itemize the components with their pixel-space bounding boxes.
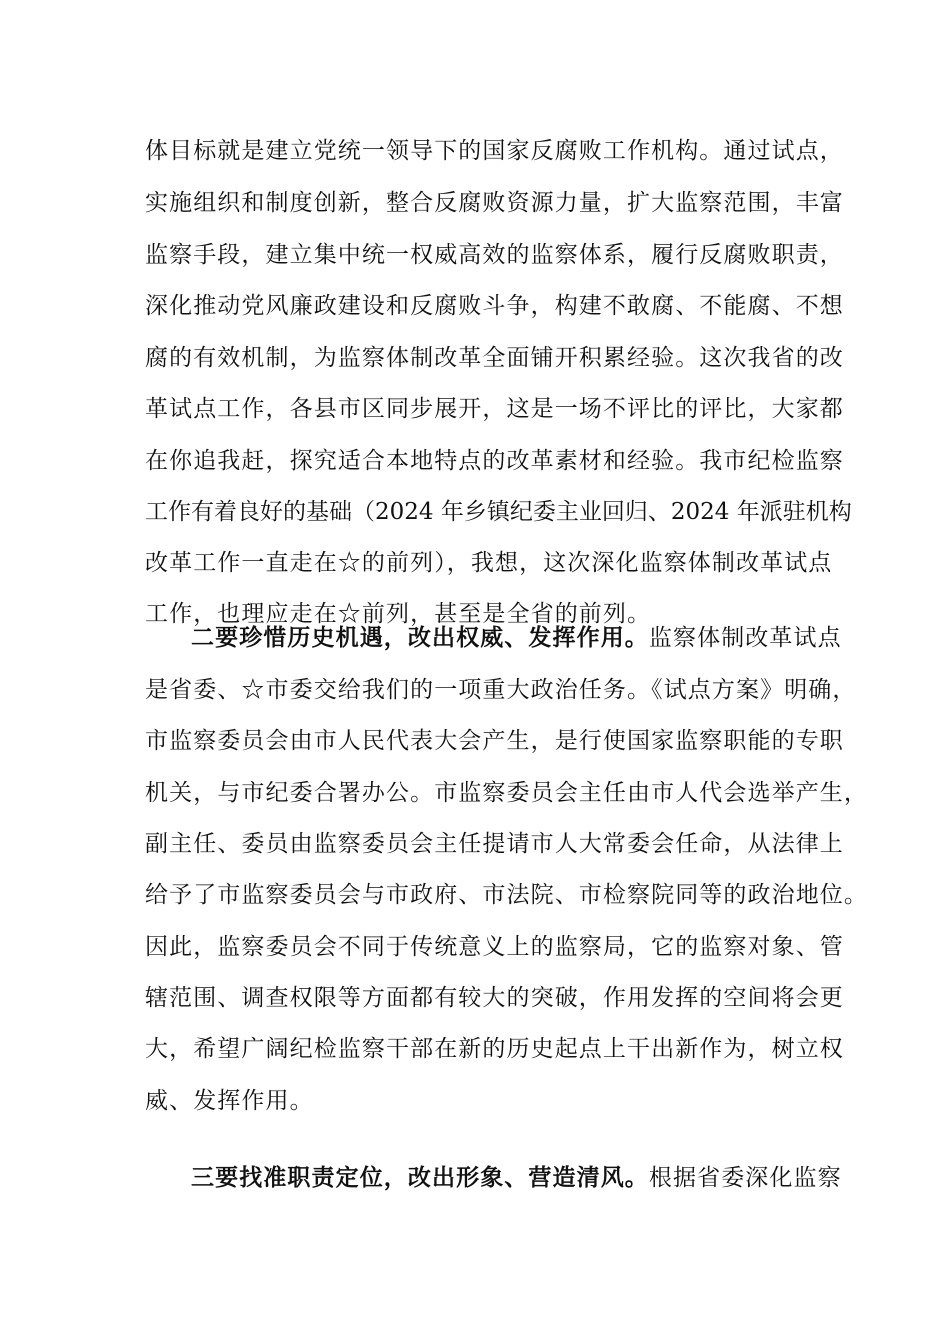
paragraph-2-line-9: 大，希望广阔纪检监察干部在新的历史起点上干出新作为，树立权 [145, 1036, 844, 1062]
paragraph-1-line-5: 腐的有效机制，为监察体制改革全面铺开积累经验。这次我省的改 [145, 345, 844, 371]
paragraph-1-line-10: 工作，也理应走在☆前列，甚至是全省的前列。 [145, 601, 652, 627]
paragraph-1-line-4: 深化推动党风廉政建设和反腐败斗争，构建不敢腐、不能腐、不想 [145, 293, 844, 319]
paragraph-1-line-3: 监察手段，建立集中统一权威高效的监察体系，履行反腐败职责， [145, 242, 844, 268]
paragraph-2-line-5: 副主任、委员由监察委员会主任提请市人大常委会任命，从法律上 [145, 831, 844, 857]
paragraph-1-line-1: 体目标就是建立党统一领导下的国家反腐败工作机构。通过试点， [145, 138, 844, 164]
paragraph-2-line-1 [145, 623, 842, 653]
paragraph-2-line-6: 给予了市监察委员会与市政府、市法院、市检察院同等的政治地位。 [145, 882, 868, 908]
paragraph-3-first-line-rest: 根据省委深化监察 [648, 1165, 842, 1191]
paragraph-2-line-8: 辖范围、调查权限等方面都有较大的突破，作用发挥的空间将会更 [145, 985, 844, 1011]
paragraph-1-line-2: 实施组织和制度创新，整合反腐败资源力量，扩大监察范围，丰富 [145, 190, 844, 216]
paragraph-2-line-10: 威、发挥作用。 [145, 1088, 314, 1114]
paragraph-2-line-7: 因此，监察委员会不同于传统意义上的监察局，它的监察对象、管 [145, 934, 844, 960]
paragraph-2-line-4: 机关，与市纪委合署办公。市监察委员会主任由市人代会选举产生， [145, 780, 868, 806]
paragraph-1-line-7: 在你追我赶，探究适合本地特点的改革素材和经验。我市纪检监察 [145, 448, 844, 474]
paragraph-1-line-8: 工作有着良好的基础（2024 年乡镇纪委主业回归、2024 年派驻机构 [145, 499, 852, 525]
paragraph-2-heading: 二要珍惜历史机遇，改出权威、发挥作用。 [191, 624, 649, 651]
paragraph-3-line-1 [145, 1163, 842, 1193]
paragraph-1-line-6: 革试点工作，各县市区同步展开，这是一场不评比的评比，大家都 [145, 396, 844, 422]
paragraph-2-line-3: 市监察委员会由市人民代表大会产生，是行使国家监察职能的专职 [145, 728, 844, 754]
paragraph-2-first-line-rest: 监察体制改革试点 [648, 625, 842, 651]
paragraph-3-heading: 三要找准职责定位，改出形象、营造清风。 [191, 1164, 649, 1191]
paragraph-1-line-9: 改革工作一直走在☆的前列），我想，这次深化监察体制改革试点 [145, 550, 833, 576]
paragraph-2-line-2: 是省委、☆市委交给我们的一项重大政治任务。《试点方案》明确， [145, 677, 857, 703]
